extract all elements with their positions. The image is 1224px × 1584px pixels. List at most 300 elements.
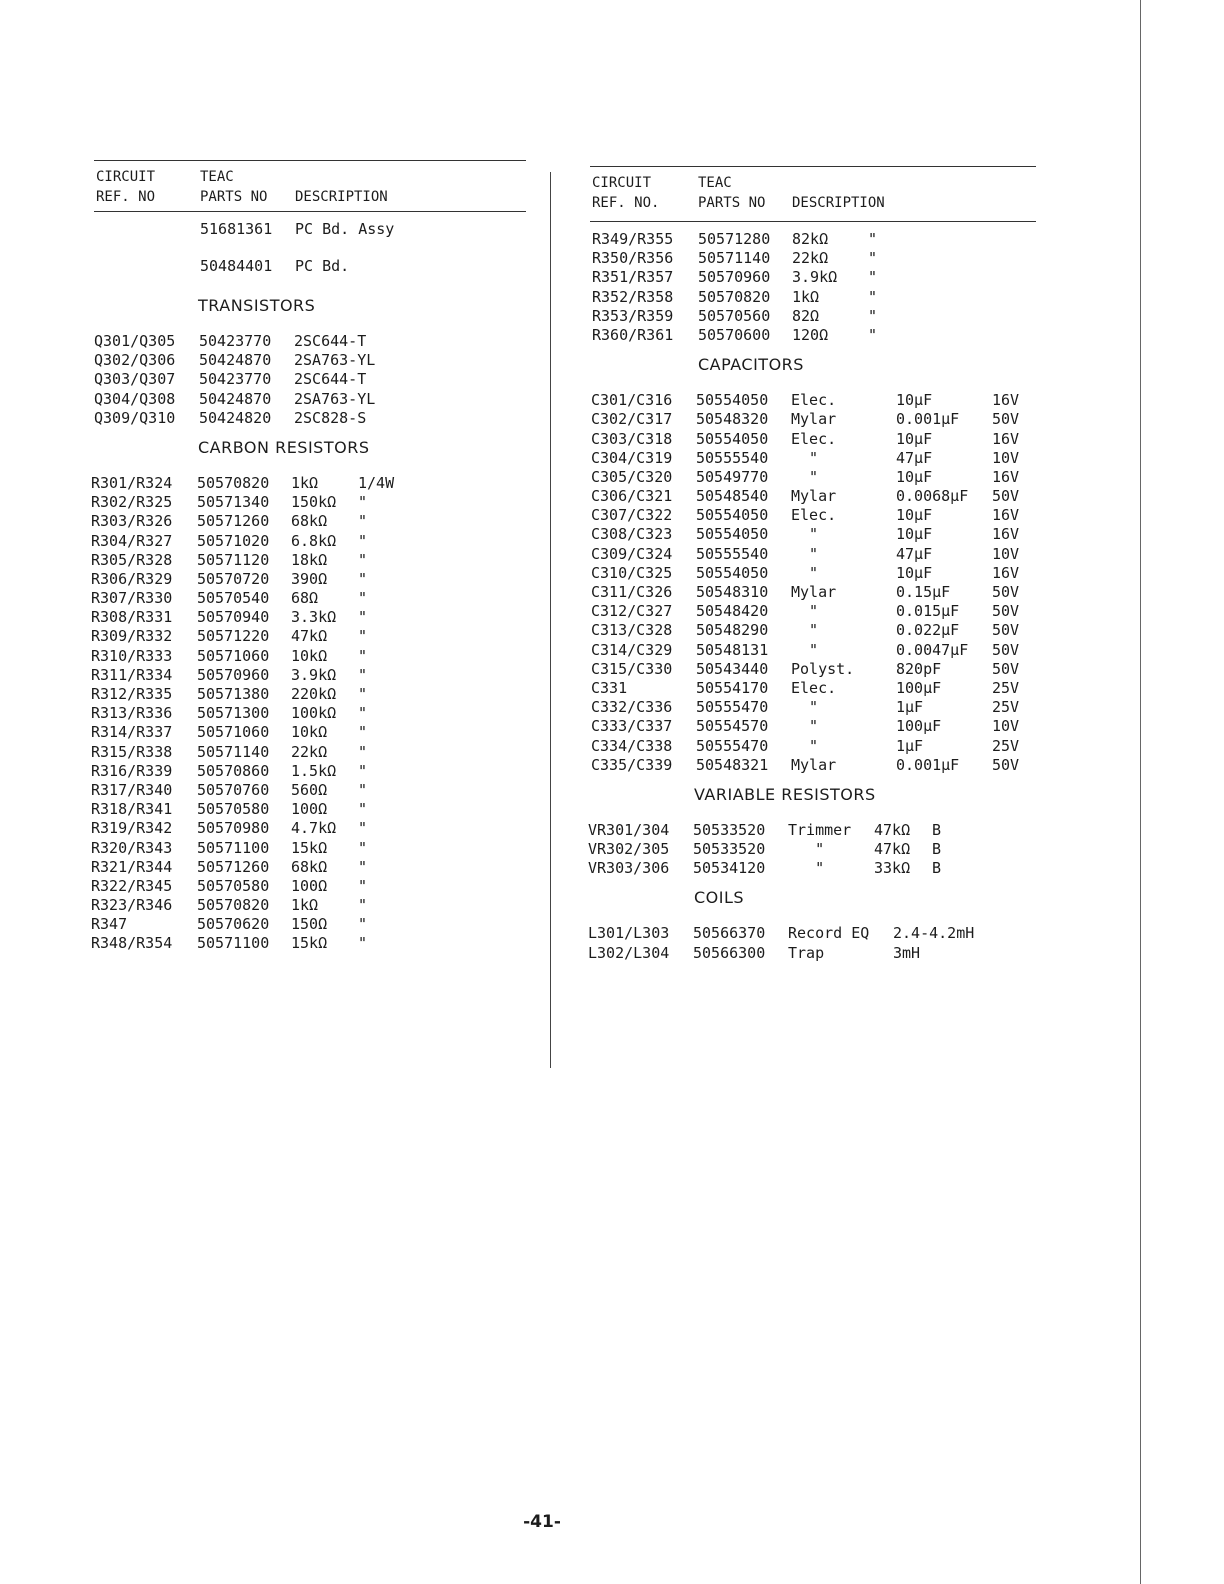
circuit-ref: R316/R339: [91, 761, 173, 780]
circuit-ref: R303/R326: [91, 512, 173, 531]
resistor-row: [88, 839, 528, 858]
capacitor-row: [586, 545, 1036, 564]
left-table-header: [88, 161, 528, 207]
wattage: ": [358, 896, 368, 915]
resistor-row: [88, 723, 528, 742]
resistor-row: [586, 230, 1036, 249]
resistance: 82Ω: [792, 306, 820, 325]
capacitors-title-text: CAPACITORS: [698, 355, 804, 375]
resistance: 100Ω: [291, 800, 328, 819]
left-parts-column: [88, 160, 528, 954]
circuit-ref: Q301/Q305: [94, 332, 176, 350]
part-number: 50571100: [197, 838, 270, 857]
resistance: 10kΩ: [291, 646, 328, 665]
circuit-ref: R317/R340: [91, 780, 173, 799]
part-number: 50571140: [698, 249, 771, 268]
capacitor-row: [586, 468, 1036, 487]
voltage-rating: 10V: [992, 448, 1020, 467]
capacitance: 0.001μF: [896, 755, 960, 774]
resistor-type: Trimmer: [788, 820, 852, 839]
circuit-ref: R360/R361: [592, 325, 674, 344]
circuit-ref: R311/R334: [91, 665, 173, 684]
wattage: ": [358, 915, 368, 934]
capacitance: 100μF: [896, 678, 942, 697]
description: 2SA763-YL: [294, 389, 376, 408]
header-parts-line2: PARTS NO: [698, 195, 766, 211]
wattage: ": [358, 589, 368, 608]
capacitors-section-title: [586, 345, 1036, 383]
capacitor-row: [586, 564, 1036, 583]
circuit-ref: C308/C323: [591, 525, 673, 544]
column-divider: [550, 172, 551, 1068]
capacitor-row: [586, 660, 1036, 679]
resistance: 68Ω: [291, 589, 319, 608]
part-number: 50424820: [199, 408, 272, 427]
part-number: 50533520: [693, 840, 766, 859]
right-parts-column: [586, 166, 1036, 963]
capacitance: 10μF: [896, 467, 933, 486]
circuit-ref: R322/R345: [91, 876, 173, 895]
resistor-row: [88, 743, 528, 762]
circuit-ref: C304/C319: [591, 448, 673, 467]
voltage-rating: 16V: [992, 525, 1020, 544]
part-number: 50571260: [197, 512, 270, 531]
resistance: 10kΩ: [291, 723, 328, 742]
resistor-row: [586, 268, 1036, 287]
resistance: 33kΩ: [874, 859, 911, 878]
wattage: ": [358, 665, 368, 684]
resistor-row: [88, 493, 528, 512]
circuit-ref: C310/C325: [591, 563, 673, 582]
capacitor-type: Elec.: [791, 391, 837, 410]
carbon-resistors-continued-list: [586, 230, 1036, 345]
wattage: ": [358, 780, 368, 799]
wattage: ": [358, 761, 368, 780]
part-number: 50571300: [197, 704, 270, 723]
part-number: 50570620: [197, 915, 270, 934]
resistance: 3.9kΩ: [291, 665, 337, 684]
capacitor-type: Elec.: [791, 678, 837, 697]
capacitors-list: [586, 391, 1036, 775]
resistance: 15kΩ: [291, 838, 328, 857]
resistance: 150Ω: [291, 915, 328, 934]
part-number: 50424870: [199, 389, 272, 408]
capacitance: 10μF: [896, 391, 933, 410]
pcb-row: [88, 212, 528, 249]
part-number: 50555470: [696, 736, 769, 755]
part-number: 50554050: [696, 525, 769, 544]
part-number: 50484401: [200, 257, 273, 275]
capacitor-type: ": [791, 736, 819, 755]
wattage: ": [358, 742, 368, 761]
circuit-ref: R348/R354: [91, 934, 173, 953]
part-number: 50571140: [197, 742, 270, 761]
wattage: ": [868, 325, 878, 344]
circuit-ref: C335/C339: [591, 755, 673, 774]
taper-curve: B: [932, 859, 942, 878]
part-number: 50533520: [693, 820, 766, 839]
variable-resistors-title-text: VARIABLE RESISTORS: [694, 784, 876, 804]
capacitor-type: ": [791, 544, 819, 563]
circuit-ref: C303/C318: [591, 429, 673, 448]
header-ref-line1: CIRCUIT: [592, 175, 652, 191]
part-number: 50534120: [693, 859, 766, 878]
wattage: ": [358, 512, 368, 531]
part-number: 50571060: [197, 723, 270, 742]
part-number: 51681361: [200, 220, 273, 238]
capacitor-type: Elec.: [791, 506, 837, 525]
wattage: ": [358, 627, 368, 646]
variable-resistor-row: [586, 859, 1036, 878]
carbon-resistors-list: [88, 474, 528, 954]
part-number: 50554050: [696, 506, 769, 525]
description: PC Bd.: [295, 257, 350, 275]
capacitance: 100μF: [896, 717, 942, 736]
resistance: 47kΩ: [874, 820, 911, 839]
capacitor-row: [586, 487, 1036, 506]
part-number: 50554050: [696, 563, 769, 582]
circuit-ref: R304/R327: [91, 531, 173, 550]
part-number: 50548320: [696, 410, 769, 429]
circuit-ref: L301/L303: [588, 924, 670, 943]
voltage-rating: 16V: [992, 563, 1020, 582]
wattage: ": [358, 819, 368, 838]
resistance: 150kΩ: [291, 493, 337, 512]
capacitance: 0.022μF: [896, 621, 960, 640]
resistor-row: [88, 608, 528, 627]
transistor-row: [88, 351, 528, 370]
part-number: 50555540: [696, 448, 769, 467]
resistor-row: [88, 858, 528, 877]
header-parts-line1: TEAC: [200, 169, 234, 185]
resistance: 4.7kΩ: [291, 819, 337, 838]
circuit-ref: R310/R333: [91, 646, 173, 665]
transistors-title-text: TRANSISTORS: [198, 296, 316, 315]
resistor-row: [88, 896, 528, 915]
capacitor-row: [586, 641, 1036, 660]
resistance: 100Ω: [291, 876, 328, 895]
part-number: 50571060: [197, 646, 270, 665]
wattage: ": [358, 608, 368, 627]
capacitor-type: ": [791, 525, 819, 544]
resistor-type: ": [788, 840, 825, 859]
wattage: ": [868, 268, 878, 287]
part-number: 50570860: [197, 761, 270, 780]
pcb-list: [88, 212, 528, 286]
capacitor-type: Mylar: [791, 755, 837, 774]
part-number: 50571220: [197, 627, 270, 646]
resistance: 82kΩ: [792, 230, 829, 248]
capacitor-type: ": [791, 563, 819, 582]
circuit-ref: L302/L304: [588, 943, 670, 962]
page-edge-line: [1140, 0, 1141, 1584]
header-bottom-rule: [590, 221, 1036, 222]
resistance: 220kΩ: [291, 685, 337, 703]
capacitor-type: Elec.: [791, 429, 837, 448]
circuit-ref: R314/R337: [91, 723, 173, 742]
capacitance: 1μF: [896, 736, 924, 755]
resistor-row: [88, 704, 528, 723]
capacitor-row: [586, 506, 1036, 525]
capacitor-type: ": [791, 717, 819, 736]
right-table-header: [586, 167, 1036, 213]
inductance: 3mH: [893, 943, 921, 962]
circuit-ref: C331: [591, 678, 628, 697]
part-number: 50548540: [696, 487, 769, 506]
capacitance: 10μF: [896, 525, 933, 544]
wattage: ": [868, 287, 878, 306]
coil-row: [586, 924, 1036, 943]
circuit-ref: R305/R328: [91, 550, 173, 569]
part-number: 50570760: [197, 780, 270, 799]
capacitance: 0.0068μF: [896, 487, 969, 506]
header-description: DESCRIPTION: [792, 195, 885, 211]
pcb-row: [88, 249, 528, 286]
circuit-ref: R312/R335: [91, 685, 173, 703]
voltage-rating: 25V: [992, 736, 1020, 755]
header-ref-line1: CIRCUIT: [96, 169, 156, 185]
wattage: ": [358, 704, 368, 723]
coils-list: [586, 924, 1036, 962]
resistor-row: [586, 249, 1036, 268]
circuit-ref: C334/C338: [591, 736, 673, 755]
part-number: 50570940: [197, 608, 270, 627]
part-number: 50570540: [197, 589, 270, 608]
circuit-ref: R350/R356: [592, 249, 674, 268]
header-parts-line1: TEAC: [698, 175, 732, 191]
resistance: 1kΩ: [792, 287, 820, 306]
circuit-ref: C313/C328: [591, 621, 673, 640]
part-number: 50571280: [698, 230, 771, 248]
part-number: 50571100: [197, 934, 270, 953]
circuit-ref: C302/C317: [591, 410, 673, 429]
circuit-ref: Q302/Q306: [94, 351, 176, 370]
circuit-ref: Q304/Q308: [94, 389, 176, 408]
resistor-row: [88, 532, 528, 551]
resistance: 47kΩ: [874, 840, 911, 859]
part-number: 50554050: [696, 429, 769, 448]
wattage: ": [868, 230, 878, 248]
voltage-rating: 25V: [992, 678, 1020, 697]
wattage: ": [358, 550, 368, 569]
circuit-ref: R301/R324: [91, 473, 173, 492]
resistance: 3.9kΩ: [792, 268, 838, 287]
circuit-ref: VR303/306: [588, 859, 670, 878]
circuit-ref: C332/C336: [591, 698, 673, 717]
voltage-rating: 50V: [992, 621, 1020, 640]
circuit-ref: R318/R341: [91, 800, 173, 819]
circuit-ref: C307/C322: [591, 506, 673, 525]
voltage-rating: 16V: [992, 429, 1020, 448]
part-number: 50423770: [199, 370, 272, 389]
circuit-ref: R308/R331: [91, 608, 173, 627]
resistance: 68kΩ: [291, 857, 328, 876]
capacitor-row: [586, 430, 1036, 449]
resistance: 47kΩ: [291, 627, 328, 646]
transistor-row: [88, 390, 528, 409]
circuit-ref: Q309/Q310: [94, 408, 176, 427]
wattage: ": [358, 857, 368, 876]
capacitor-row: [586, 583, 1036, 602]
part-number: 50554570: [696, 717, 769, 736]
circuit-ref: R349/R355: [592, 230, 674, 248]
part-number: 50549770: [696, 467, 769, 486]
wattage: ": [358, 723, 368, 742]
capacitor-row: [586, 737, 1036, 756]
resistor-row: [88, 877, 528, 896]
transistor-row: [88, 409, 528, 428]
circuit-ref: R313/R336: [91, 704, 173, 723]
part-number: 50423770: [199, 332, 272, 350]
capacitor-type: Mylar: [791, 410, 837, 429]
voltage-rating: 50V: [992, 640, 1020, 659]
circuit-ref: R353/R359: [592, 306, 674, 325]
resistance: 390Ω: [291, 569, 328, 588]
part-number: 50424870: [199, 351, 272, 370]
part-number: 50570820: [197, 896, 270, 915]
part-number: 50543440: [696, 659, 769, 678]
capacitor-row: [586, 698, 1036, 717]
part-number: 50566300: [693, 943, 766, 962]
resistor-row: [88, 474, 528, 493]
circuit-ref: R302/R325: [91, 493, 173, 512]
resistance: 22kΩ: [792, 249, 829, 268]
part-number: 50571020: [197, 531, 270, 550]
wattage: ": [868, 249, 878, 268]
resistor-row: [88, 915, 528, 934]
voltage-rating: 16V: [992, 391, 1020, 410]
circuit-ref: C306/C321: [591, 487, 673, 506]
capacitance: 0.0047μF: [896, 640, 969, 659]
part-number: 50571380: [197, 685, 270, 703]
voltage-rating: 10V: [992, 544, 1020, 563]
part-number: 50554170: [696, 678, 769, 697]
part-number: 50570960: [698, 268, 771, 287]
part-number: 50570980: [197, 819, 270, 838]
circuit-ref: R320/R343: [91, 838, 173, 857]
capacitance: 47μF: [896, 544, 933, 563]
variable-resistor-row: [586, 821, 1036, 840]
header-description: DESCRIPTION: [295, 189, 388, 205]
circuit-ref: C312/C327: [591, 602, 673, 621]
part-number: 50548310: [696, 583, 769, 601]
transistor-row: [88, 332, 528, 351]
voltage-rating: 16V: [992, 506, 1020, 525]
part-number: 50555470: [696, 698, 769, 717]
taper-curve: B: [932, 840, 942, 859]
description: 2SC828-S: [294, 408, 367, 427]
circuit-ref: R306/R329: [91, 569, 173, 588]
capacitance: 1μF: [896, 698, 924, 717]
carbon-resistors-title-text: CARBON RESISTORS: [198, 437, 370, 457]
capacitor-type: ": [791, 621, 819, 640]
part-number: 50571340: [197, 493, 270, 512]
resistor-row: [88, 570, 528, 589]
capacitor-type: Polyst.: [791, 659, 855, 678]
resistor-type: ": [788, 859, 825, 878]
resistor-row: [88, 551, 528, 570]
capacitor-row: [586, 756, 1036, 775]
resistance: 1kΩ: [291, 896, 319, 915]
circuit-ref: C315/C330: [591, 659, 673, 678]
wattage: ": [358, 838, 368, 857]
voltage-rating: 50V: [992, 410, 1020, 429]
resistance: 100kΩ: [291, 704, 337, 723]
description: 2SC644-T: [294, 332, 367, 350]
wattage: ": [358, 800, 368, 819]
capacitance: 820pF: [896, 659, 942, 678]
capacitor-row: [586, 525, 1036, 544]
resistance: 6.8kΩ: [291, 531, 337, 550]
wattage: ": [358, 876, 368, 895]
resistor-row: [88, 934, 528, 953]
voltage-rating: 50V: [992, 659, 1020, 678]
resistor-row: [88, 589, 528, 608]
circuit-ref: Q303/Q307: [94, 370, 176, 389]
resistor-row: [586, 307, 1036, 326]
part-number: 50571120: [197, 550, 270, 569]
resistance: 560Ω: [291, 780, 328, 799]
part-number: 50548290: [696, 621, 769, 640]
coil-type: Record EQ: [788, 924, 870, 943]
resistance: 68kΩ: [291, 512, 328, 531]
taper-curve: B: [932, 820, 942, 839]
voltage-rating: 50V: [992, 583, 1020, 601]
capacitor-type: ": [791, 640, 819, 659]
part-number: 50554050: [696, 391, 769, 410]
part-number: 50571260: [197, 857, 270, 876]
resistor-row: [88, 647, 528, 666]
capacitor-type: ": [791, 698, 819, 717]
voltage-rating: 25V: [992, 698, 1020, 717]
wattage: ": [358, 646, 368, 665]
resistance: 1kΩ: [291, 473, 319, 492]
resistance: 15kΩ: [291, 934, 328, 953]
capacitance: 10μF: [896, 429, 933, 448]
circuit-ref: R323/R346: [91, 896, 173, 915]
transistor-row: [88, 370, 528, 389]
part-number: 50548131: [696, 640, 769, 659]
circuit-ref: C311/C326: [591, 583, 673, 601]
voltage-rating: 16V: [992, 467, 1020, 486]
coils-section-title: [586, 878, 1036, 916]
wattage: 1/4W: [358, 473, 395, 492]
variable-resistors-section-title: [586, 775, 1036, 813]
resistance: 120Ω: [792, 325, 829, 344]
part-number: 50570720: [197, 569, 270, 588]
voltage-rating: 50V: [992, 755, 1020, 774]
part-number: 50570820: [197, 473, 270, 492]
resistor-row: [88, 685, 528, 704]
capacitance: 0.15μF: [896, 583, 951, 601]
header-ref-line2: REF. NO.: [592, 195, 660, 211]
capacitance: 47μF: [896, 448, 933, 467]
coil-row: [586, 944, 1036, 963]
circuit-ref: R319/R342: [91, 819, 173, 838]
capacitor-type: Mylar: [791, 583, 837, 601]
capacitor-type: ": [791, 448, 819, 467]
description: 2SA763-YL: [294, 351, 376, 370]
part-number: 50570560: [698, 306, 771, 325]
circuit-ref: R351/R357: [592, 268, 674, 287]
circuit-ref: C333/C337: [591, 717, 673, 736]
part-number: 50570960: [197, 665, 270, 684]
wattage: ": [358, 685, 368, 703]
capacitor-row: [586, 410, 1036, 429]
variable-resistor-row: [586, 840, 1036, 859]
resistor-row: [88, 512, 528, 531]
wattage: ": [358, 569, 368, 588]
